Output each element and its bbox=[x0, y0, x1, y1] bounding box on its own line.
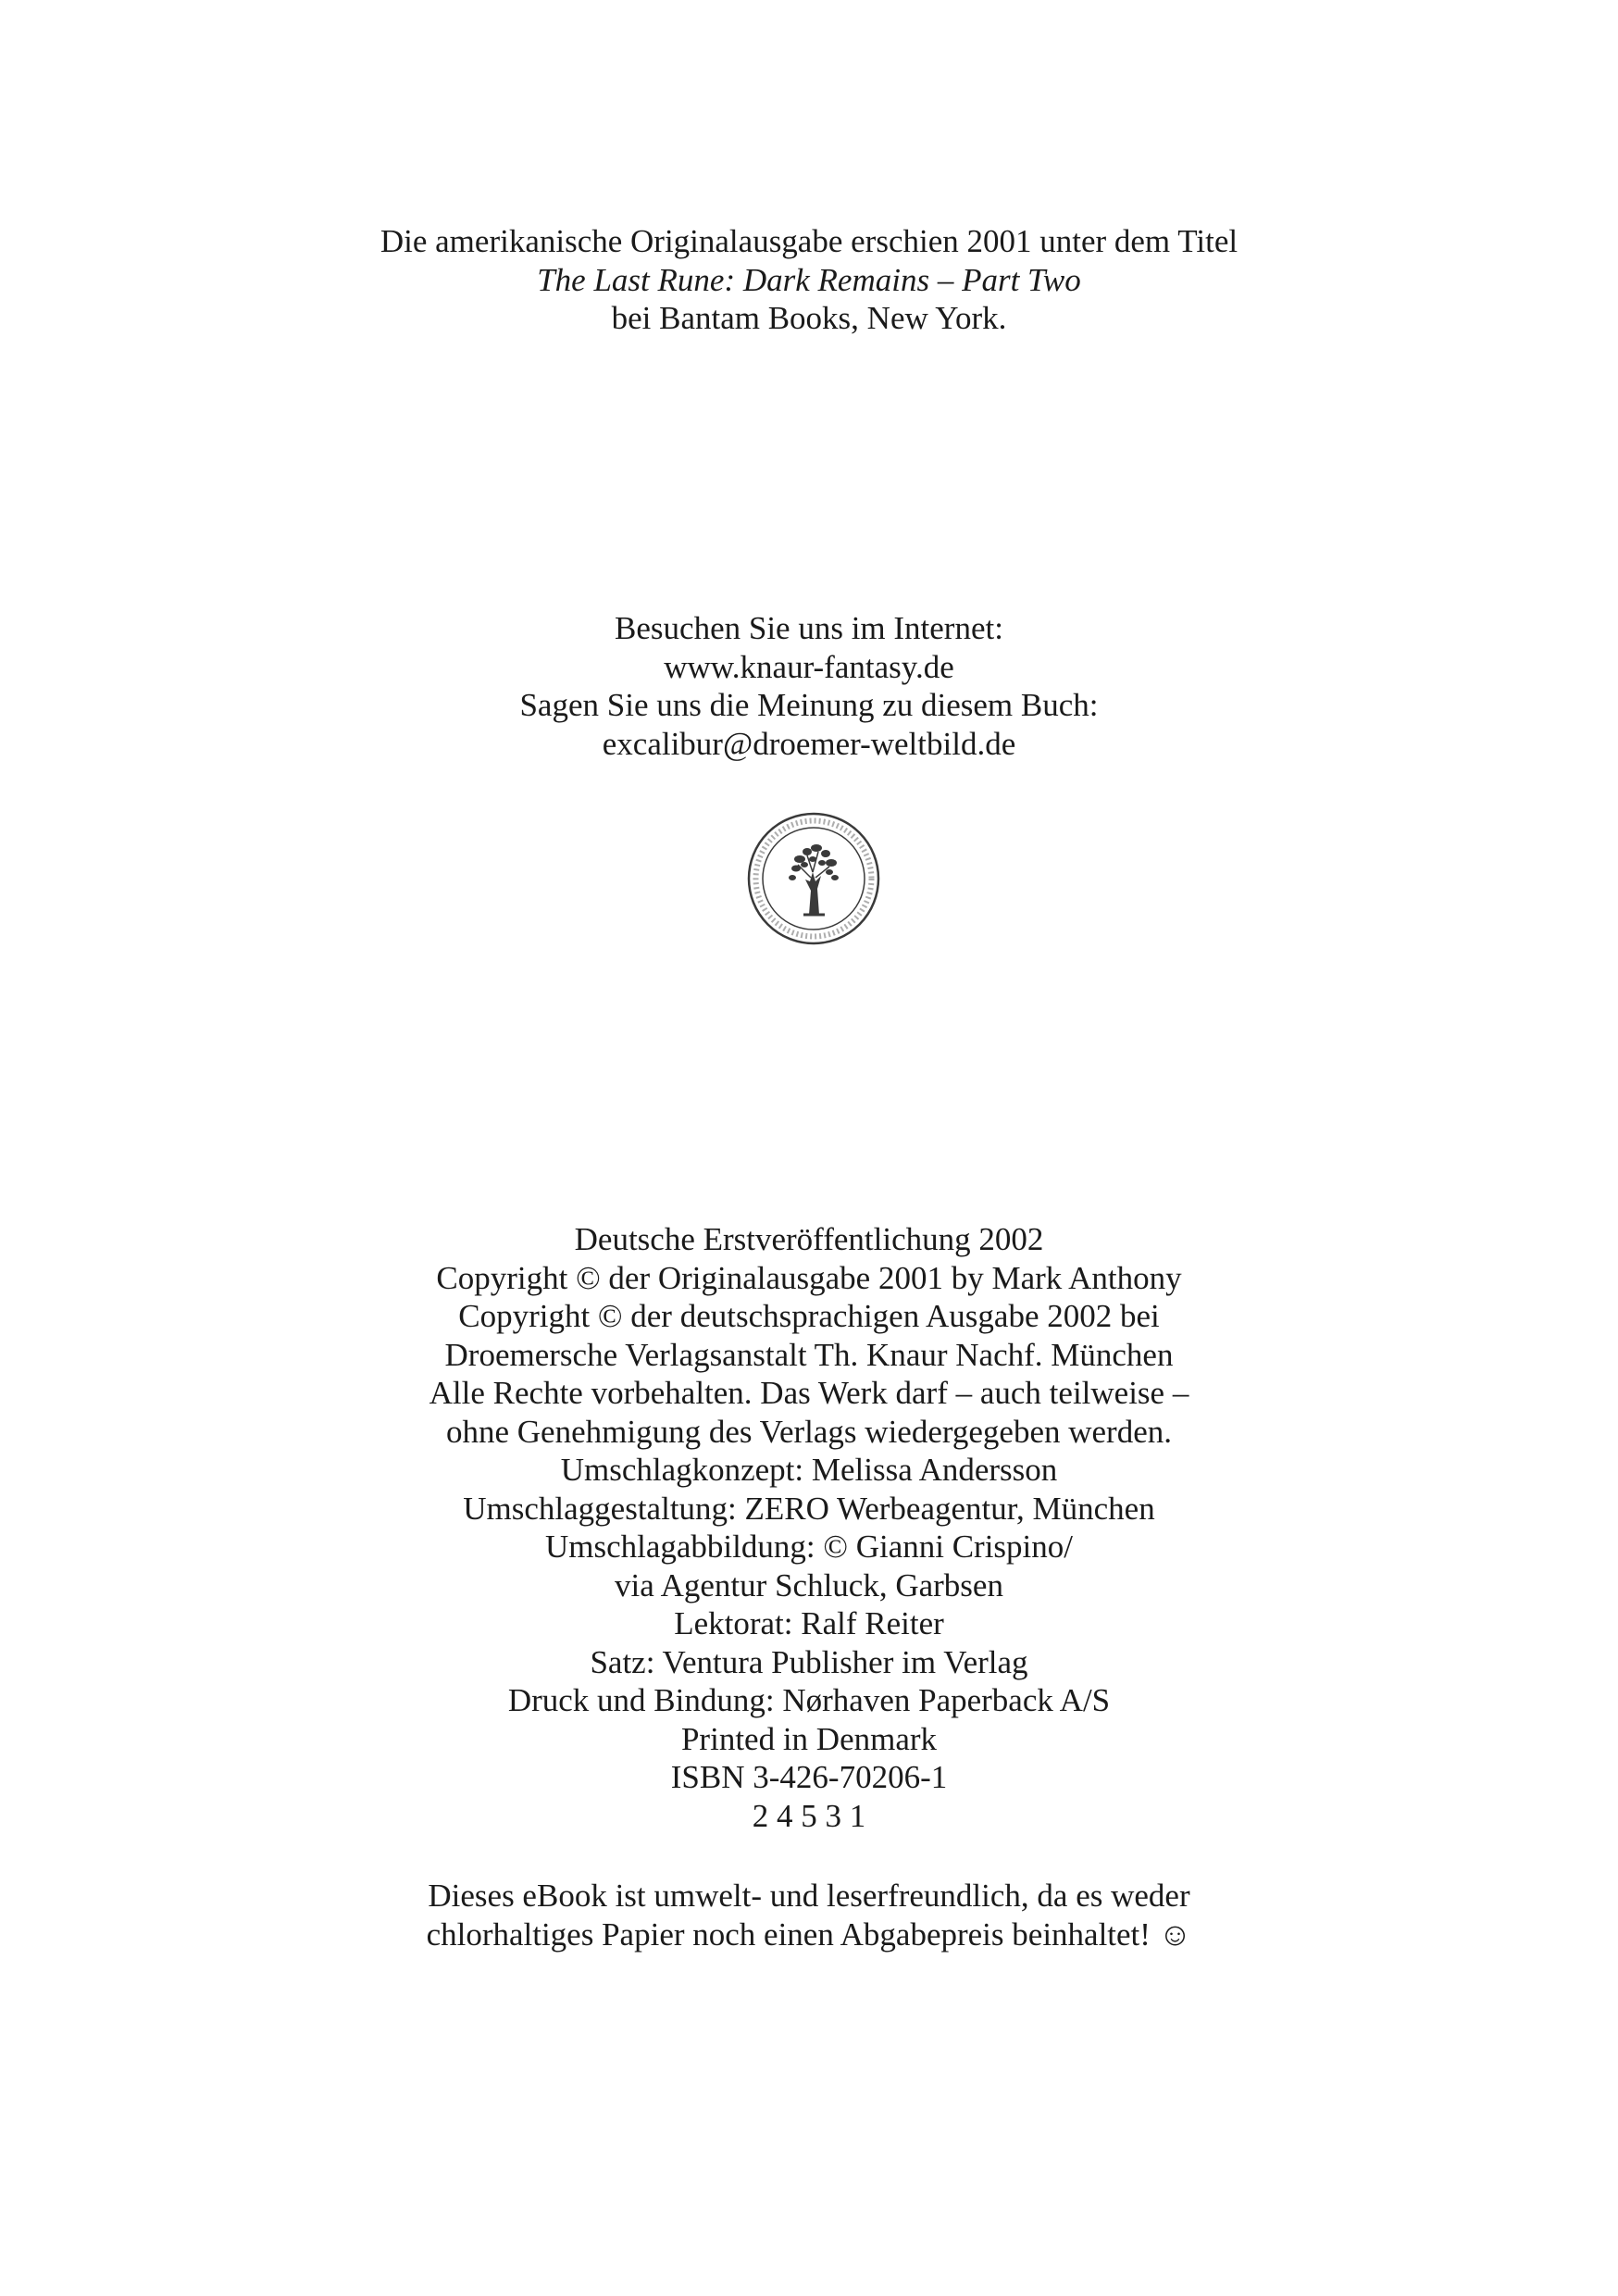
copyright-line: Droemersche Verlagsanstalt Th. Knaur Nachf. München bbox=[444, 1336, 1174, 1373]
copyright-line: Umschlaggestaltung: ZERO Werbeagentur, München bbox=[463, 1490, 1155, 1527]
copyright-line: ohne Genehmigung des Verlags wiedergegeben werden. bbox=[445, 1413, 1172, 1450]
copyright-block bbox=[0, 1220, 1618, 1835]
feedback-line: Sagen Sie uns die Meinung zu diesem Buch: bbox=[519, 687, 1099, 723]
website-url: www.knaur-fantasy.de bbox=[664, 648, 954, 685]
isbn-line: ISBN 3-426-70206-1 bbox=[670, 1759, 948, 1795]
copyright-line: Umschlagkonzept: Melissa Andersson bbox=[560, 1452, 1058, 1488]
internet-block bbox=[0, 609, 1618, 763]
print-run-line: 2 4 5 3 1 bbox=[752, 1797, 866, 1834]
original-title: The Last Rune: Dark Remains – Part Two bbox=[537, 261, 1081, 298]
copyright-line: Printed in Denmark bbox=[680, 1720, 938, 1757]
copyright-line: Deutsche Erstveröffentlichung 2002 bbox=[574, 1221, 1044, 1257]
publisher-seal-tree-icon bbox=[746, 811, 881, 946]
original-edition-line: Die amerikanische Originalausgabe erschien 2001 unter dem Titel bbox=[380, 223, 1238, 259]
original-publisher-line: bei Bantam Books, New York. bbox=[611, 300, 1007, 336]
ebook-note-line: Dieses eBook ist umwelt- und leserfreundlich, da es weder bbox=[428, 1878, 1190, 1914]
ebook-note-line: chlorhaltiges Papier noch einen Abgabepreis beinhaltet! ☺ bbox=[426, 1915, 1192, 1953]
internet-visit-line: Besuchen Sie uns im Internet: bbox=[615, 610, 1003, 646]
original-edition-block bbox=[0, 222, 1618, 338]
copyright-line: Copyright © der deutschsprachigen Ausgabe 2002 bei bbox=[458, 1298, 1160, 1334]
copyright-line: via Agentur Schluck, Garbsen bbox=[615, 1566, 1003, 1603]
ebook-note-block bbox=[0, 1877, 1618, 1953]
copyright-line: Umschlagabbildung: © Gianni Crispino/ bbox=[544, 1529, 1073, 1565]
copyright-line: Lektorat: Ralf Reiter bbox=[674, 1605, 944, 1641]
copyright-line: Alle Rechte vorbehalten. Das Werk darf – auch teilweise – bbox=[429, 1375, 1189, 1411]
feedback-email: excalibur@droemer-weltbild.de bbox=[602, 725, 1016, 762]
copyright-line: Copyright © der Originalausgabe 2001 by Mark Anthony bbox=[436, 1259, 1182, 1296]
copyright-line: Druck und Bindung: Nørhaven Paperback A/S bbox=[507, 1682, 1111, 1718]
copyright-line: Satz: Ventura Publisher im Verlag bbox=[590, 1643, 1028, 1680]
